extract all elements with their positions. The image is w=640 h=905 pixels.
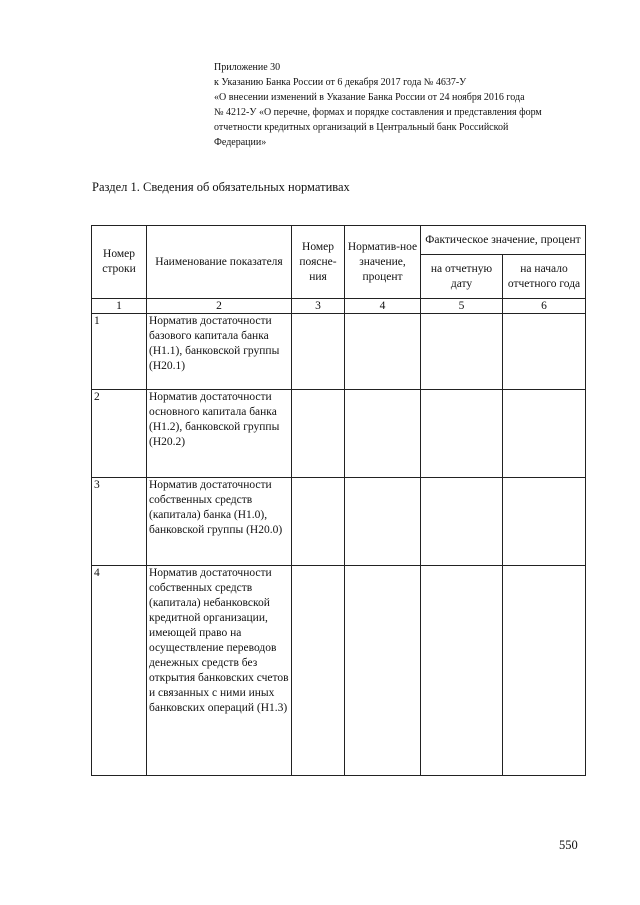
column-number-row xyxy=(92,299,586,314)
header-line: «О внесении изменений в Указание Банка России от 24 ноября 2016 года xyxy=(214,92,525,103)
header-actual-value: Фактическое значение, процент xyxy=(421,226,586,255)
header-row-number: Номер строки xyxy=(92,226,147,299)
normative-value-cell xyxy=(345,314,421,390)
header-line: № 4212-У «О перечне, формах и порядке составления и представления форм xyxy=(214,107,542,118)
note-number-cell xyxy=(292,478,345,566)
indicator-name: Норматив достаточности базового капитала банка (Н1.1), банковской группы (Н20.1) xyxy=(147,314,292,390)
column-number: 6 xyxy=(503,299,586,314)
indicator-name: Норматив достаточности основного капитала банка (Н1.2), банковской группы (Н20.2) xyxy=(147,390,292,478)
report-date-cell xyxy=(421,566,503,776)
section-title: Раздел 1. Сведения об обязательных нормативах xyxy=(92,180,350,194)
period-start-cell xyxy=(503,390,586,478)
indicator-name: Норматив достаточности собственных средств (капитала) небанковской кредитной организации, имеющей право на осуществление переводов денежных средств без открытия банковских счетов и связанных с ними иных банковских операций (Н1.3) xyxy=(147,566,292,776)
header-on-period-start: на начало отчетного года xyxy=(503,255,586,299)
report-date-cell xyxy=(421,478,503,566)
header-row xyxy=(92,226,586,255)
header-indicator-name: Наименование показателя xyxy=(147,226,292,299)
row-number: 4 xyxy=(92,566,147,776)
header-normative-value: Норматив-ное значение, процент xyxy=(345,226,421,299)
header-line: отчетности кредитных организаций в Центральный банк Российской xyxy=(214,122,509,133)
normative-value-cell xyxy=(345,478,421,566)
row-number: 3 xyxy=(92,478,147,566)
row-number: 1 xyxy=(92,314,147,390)
table-row xyxy=(92,314,586,390)
column-number: 1 xyxy=(92,299,147,314)
indicator-name: Норматив достаточности собственных средств (капитала) банка (Н1.0), банковской группы (Н20.0) xyxy=(147,478,292,566)
column-number: 2 xyxy=(147,299,292,314)
period-start-cell xyxy=(503,566,586,776)
header-note-number: Номер поясне-ния xyxy=(292,226,345,299)
column-number: 5 xyxy=(421,299,503,314)
table-row xyxy=(92,478,586,566)
header-line: Приложение 30 xyxy=(214,62,281,73)
table-row xyxy=(92,566,586,776)
note-number-cell xyxy=(292,390,345,478)
header-line: к Указанию Банка России от 6 декабря 2017 года № 4637-У xyxy=(214,77,467,88)
normative-value-cell xyxy=(345,390,421,478)
document-header xyxy=(214,60,594,150)
normatives-table xyxy=(91,225,586,776)
report-date-cell xyxy=(421,390,503,478)
column-number: 3 xyxy=(292,299,345,314)
period-start-cell xyxy=(503,314,586,390)
normative-value-cell xyxy=(345,566,421,776)
period-start-cell xyxy=(503,478,586,566)
report-date-cell xyxy=(421,314,503,390)
column-number: 4 xyxy=(345,299,421,314)
header-on-report-date: на отчетную дату xyxy=(421,255,503,299)
table-row xyxy=(92,390,586,478)
page-number: 550 xyxy=(559,838,578,852)
note-number-cell xyxy=(292,566,345,776)
note-number-cell xyxy=(292,314,345,390)
header-line: Федерации» xyxy=(214,137,267,148)
row-number: 2 xyxy=(92,390,147,478)
